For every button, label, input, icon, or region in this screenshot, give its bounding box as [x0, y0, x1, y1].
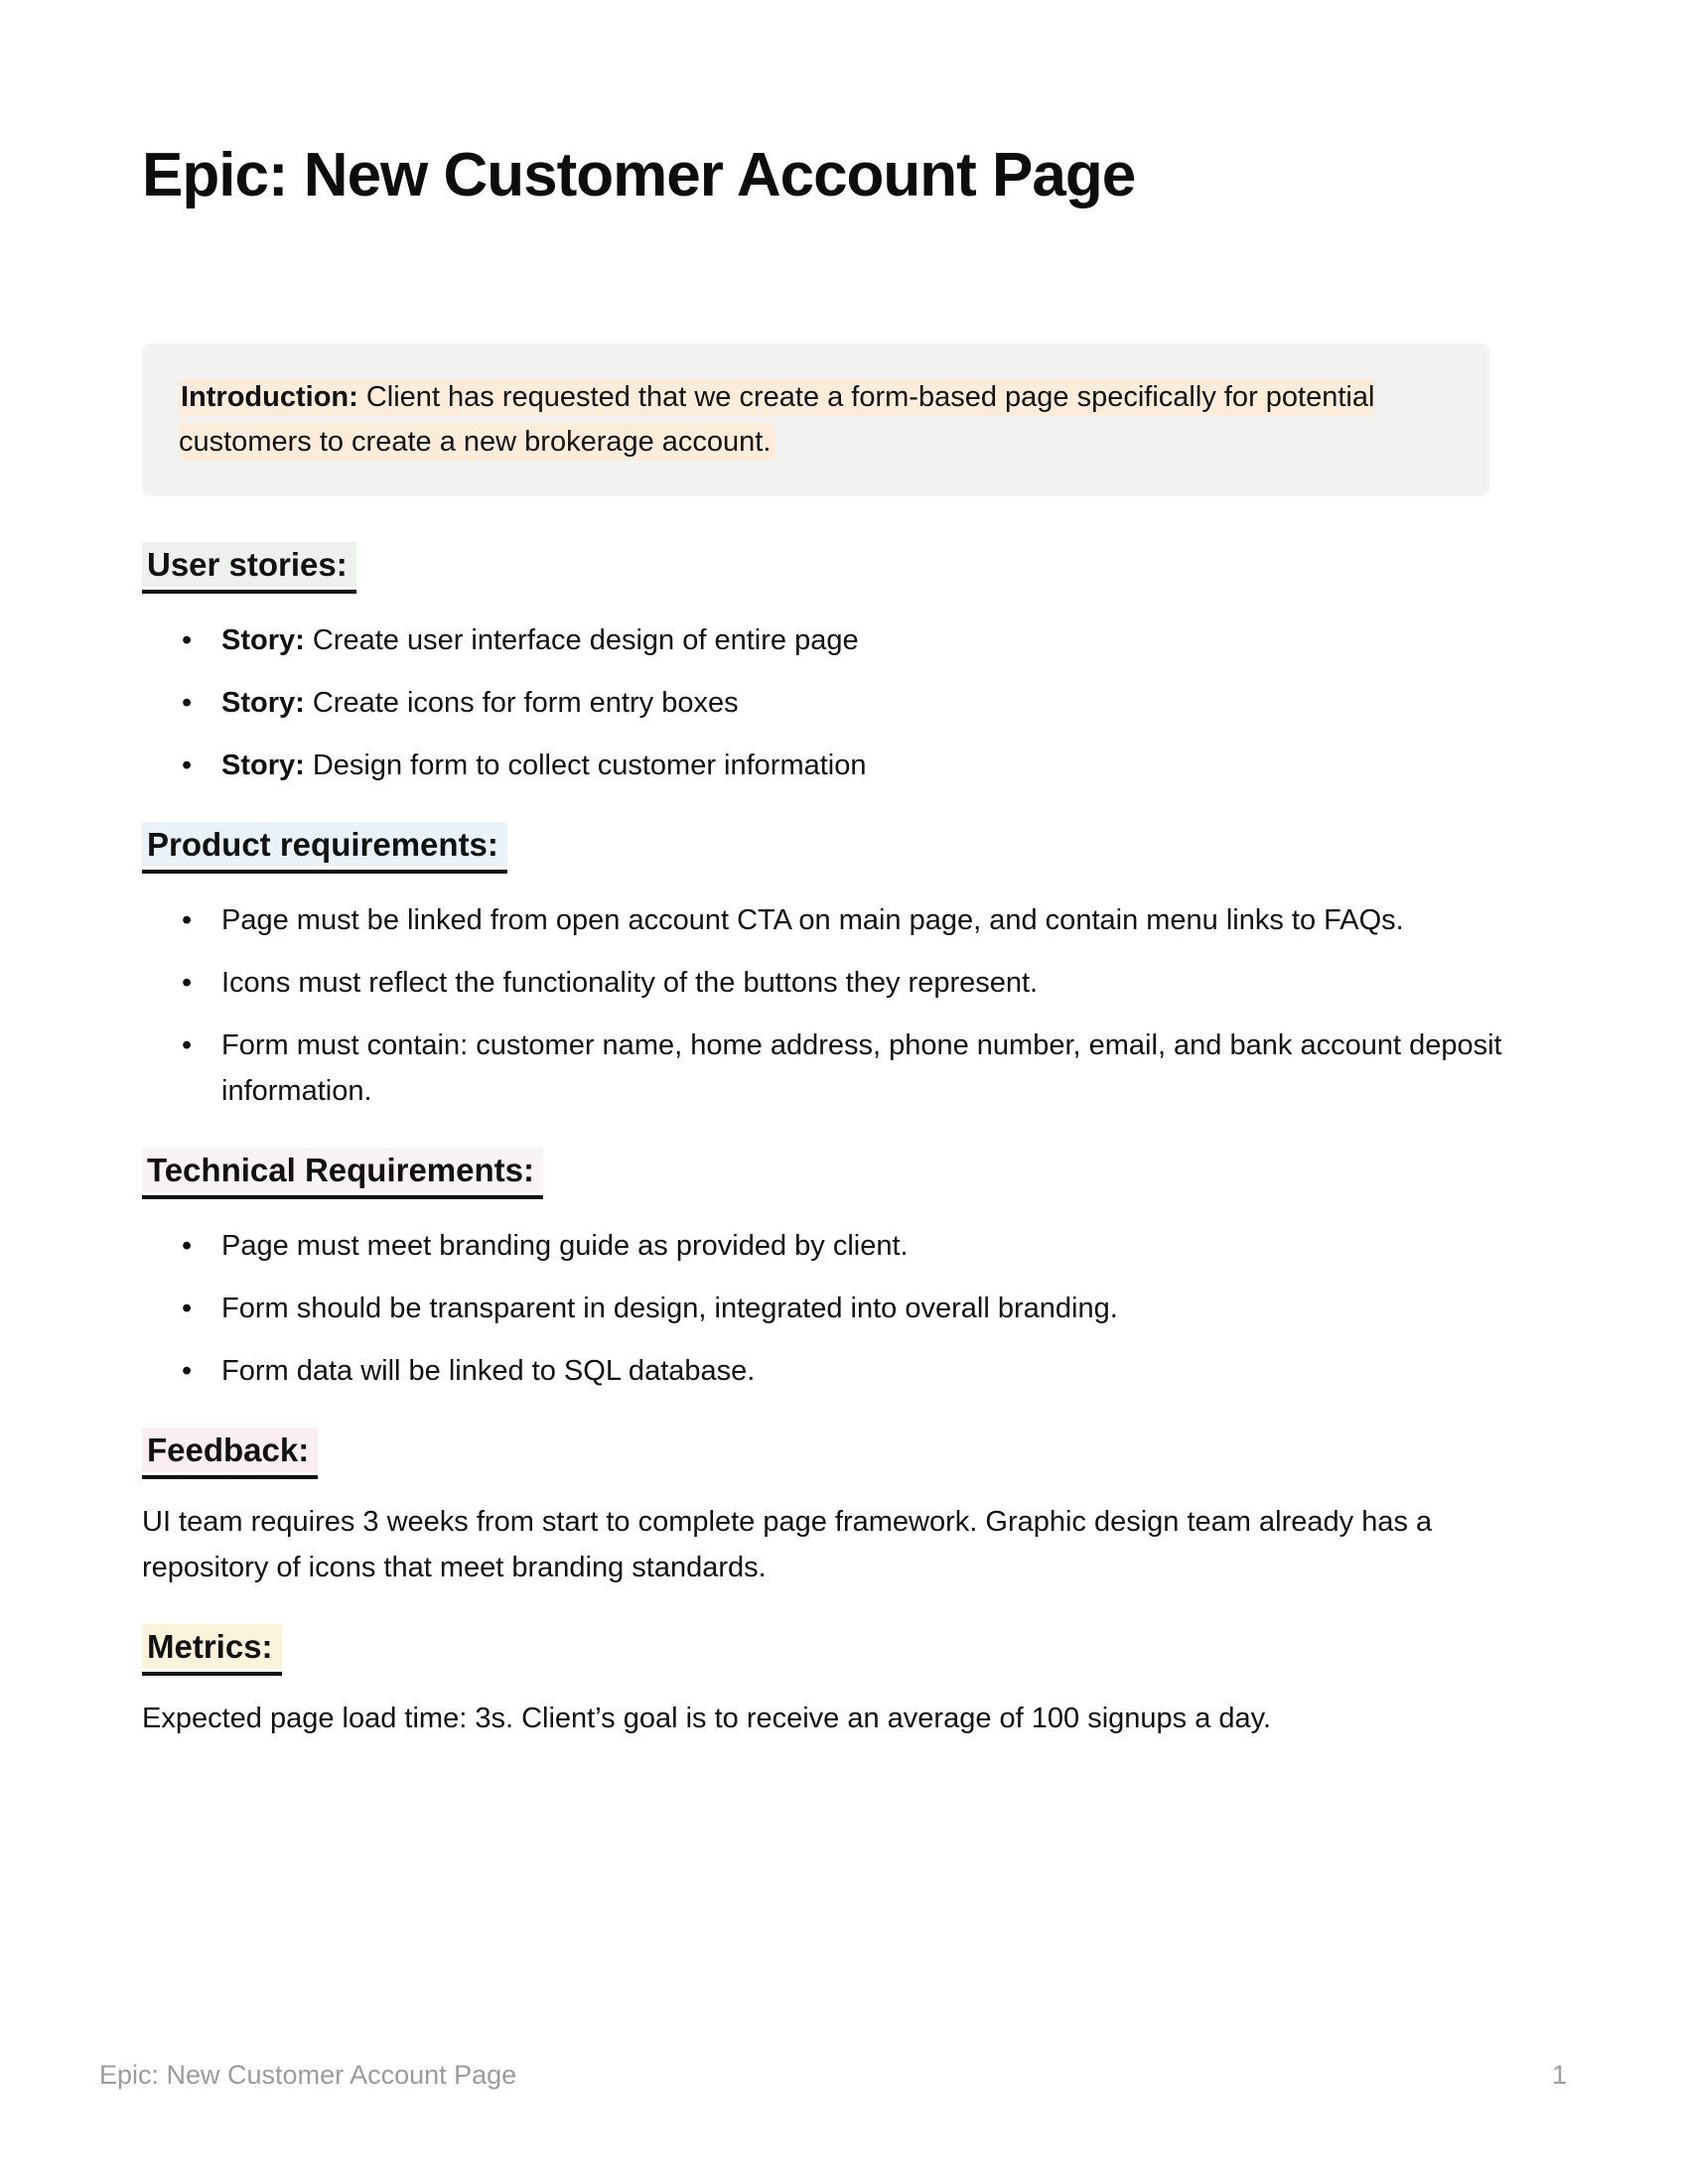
list-item: • Story: Create icons for form entry boxes	[142, 680, 1562, 726]
section-heading: Metrics:	[142, 1624, 1562, 1676]
section-metrics	[142, 1624, 1562, 1741]
footer-title: Epic: New Customer Account Page	[99, 2060, 517, 2090]
section-paragraph: Expected page load time: 3s. Client’s goal is to receive an average of 100 signups a day.	[142, 1703, 1272, 1734]
section-heading: User stories:	[142, 542, 1562, 594]
introduction-callout	[142, 343, 1489, 496]
section-paragraph: UI team requires 3 weeks from start to complete page framework. Graphic design team already has a repository of icons that meet branding standards.	[142, 1506, 1433, 1583]
section-user-stories	[142, 542, 1562, 788]
section-product-requirements	[142, 822, 1562, 1114]
list-item: • Form must contain: customer name, home address, phone number, email, and bank account deposit information.	[142, 1023, 1562, 1114]
list-item: • Story: Create user interface design of entire page	[142, 617, 1562, 663]
list-item: • Form data will be linked to SQL database.	[142, 1348, 1562, 1394]
page-footer	[99, 2060, 1567, 2091]
bullet-list	[142, 617, 1562, 788]
bullet-list	[142, 897, 1562, 1114]
page-title: Epic: New Customer Account Page	[142, 141, 1136, 209]
list-item: • Icons must reflect the functionality of the buttons they represent.	[142, 960, 1562, 1006]
bullet-list	[142, 1223, 1562, 1394]
section-feedback	[142, 1428, 1562, 1590]
introduction-label: Introduction:	[181, 381, 358, 413]
section-heading: Product requirements:	[142, 822, 1562, 874]
section-technical-requirements	[142, 1148, 1562, 1394]
list-item: • Form should be transparent in design, integrated into overall branding.	[142, 1286, 1562, 1331]
section-heading: Feedback:	[142, 1428, 1562, 1479]
section-heading: Technical Requirements:	[142, 1148, 1562, 1199]
introduction-text: Introduction: Client has requested that we create a form-based page specifically for potential customers to create a new brokerage account.	[179, 375, 1442, 465]
footer-page-number: 1	[1551, 2060, 1567, 2090]
document-body	[142, 0, 1562, 1741]
list-item: • Story: Design form to collect customer information	[142, 743, 1562, 788]
list-item: • Page must meet branding guide as provided by client.	[142, 1223, 1562, 1269]
list-item: • Page must be linked from open account CTA on main page, and contain menu links to FAQs.	[142, 897, 1562, 943]
